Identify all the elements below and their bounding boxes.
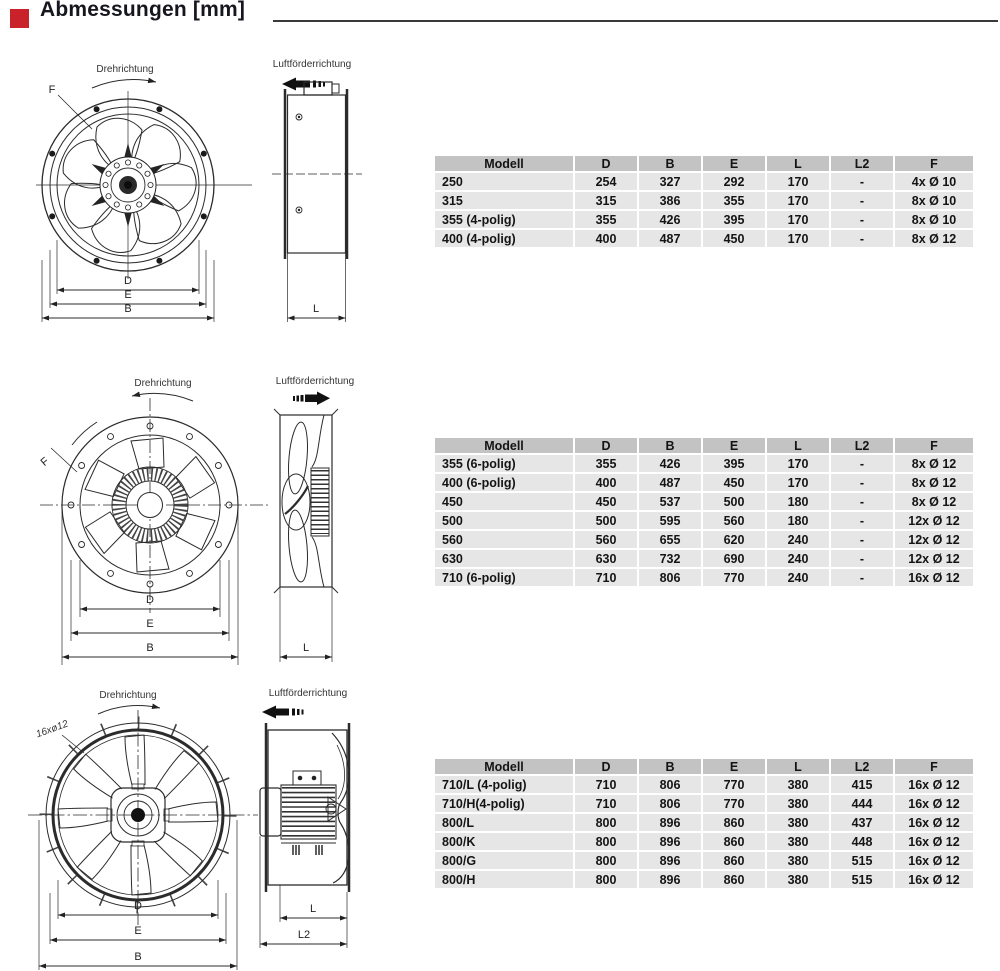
model-cell: 560 [435,531,573,548]
value-cell: 240 [767,550,829,567]
column-header: Modell [435,156,573,171]
value-cell: 16x Ø 12 [895,852,973,869]
table-row [435,814,973,831]
value-cell: 16x Ø 12 [895,795,973,812]
model-cell: 250 [435,173,573,190]
value-cell: 380 [767,776,829,793]
svg-text:D: D [124,275,132,287]
model-cell: 710/L (4-polig) [435,776,573,793]
rotation-label: Drehrichtung [96,64,154,75]
fan-drawing-motor-mounted [10,685,410,971]
value-cell: 487 [639,230,701,247]
value-cell: 860 [703,852,765,869]
column-header: E [703,759,765,774]
page-title: Abmessungen [mm] [40,0,246,21]
value-cell: 16x Ø 12 [895,871,973,888]
value-cell: 500 [575,512,637,529]
value-cell: 327 [639,173,701,190]
value-cell: 170 [767,173,829,190]
value-cell: 630 [575,550,637,567]
value-cell: 690 [703,550,765,567]
airflow-arrow-left [262,706,304,719]
f-leader-line [58,95,92,129]
dimensions-table-3 [433,757,975,890]
column-header: Modell [435,438,573,453]
value-cell: 8x Ø 10 [895,192,973,209]
column-header: L [767,156,829,171]
value-cell: 8x Ø 12 [895,230,973,247]
value-cell: 12x Ø 12 [895,512,973,529]
value-cell: - [831,569,893,586]
table-row [435,795,973,812]
column-header: L2 [831,759,893,774]
value-cell: 437 [831,814,893,831]
value-cell: 806 [639,795,701,812]
value-cell: 860 [703,833,765,850]
model-cell: 315 [435,192,573,209]
value-cell: 386 [639,192,701,209]
column-header: Modell [435,759,573,774]
value-cell: 380 [767,795,829,812]
value-cell: 450 [703,474,765,491]
value-cell: 710 [575,795,637,812]
value-cell: 415 [831,776,893,793]
value-cell: 170 [767,211,829,228]
model-cell: 630 [435,550,573,567]
value-cell: 800 [575,852,637,869]
value-cell: 4x Ø 10 [895,173,973,190]
table-row [435,474,973,491]
value-cell: 537 [639,493,701,510]
airflow-label: Luftförderrichtung [272,59,352,70]
rotation-arrow [132,393,193,401]
table-row [435,833,973,850]
value-cell: - [831,211,893,228]
column-header: F [895,759,973,774]
dimensions-table-2 [433,436,975,588]
airflow-arrow-right [293,392,330,406]
rotation-label: Drehrichtung [99,690,157,701]
svg-text:B: B [124,303,132,315]
value-cell: 560 [575,531,637,548]
value-cell: 12x Ø 12 [895,531,973,548]
value-cell: 896 [639,814,701,831]
column-header: L [767,759,829,774]
value-cell: 355 [575,455,637,472]
value-cell: 770 [703,795,765,812]
column-header: D [575,759,637,774]
value-cell: 515 [831,871,893,888]
svg-text:E: E [124,289,132,301]
column-header: D [575,156,637,171]
table-row [435,173,973,190]
model-cell: 800/G [435,852,573,869]
value-cell: 806 [639,569,701,586]
column-header: L [767,438,829,453]
airflow-label: Luftförderrichtung [275,376,355,387]
value-cell: 896 [639,833,701,850]
value-cell: 450 [703,230,765,247]
svg-text:L: L [309,903,317,915]
motor-end-cap [260,788,281,836]
value-cell: 426 [639,455,701,472]
dim-f-label: F [38,455,52,469]
table-row [435,211,973,228]
column-header: E [703,438,765,453]
rotation-arrow [92,80,156,88]
value-cell: 170 [767,455,829,472]
value-cell: - [831,230,893,247]
table-row [435,455,973,472]
value-cell: - [831,493,893,510]
table-row [435,493,973,510]
value-cell: 395 [703,211,765,228]
side-view-casing [274,409,338,662]
value-cell: 426 [639,211,701,228]
rotation-arrow [98,706,160,714]
value-cell: 800 [575,833,637,850]
value-cell: 800 [575,814,637,831]
model-cell: 355 (6-polig) [435,455,573,472]
value-cell: 180 [767,512,829,529]
value-cell: 240 [767,569,829,586]
svg-text:L: L [302,642,310,654]
value-cell: 16x Ø 12 [895,569,973,586]
value-cell: 8x Ø 12 [895,493,973,510]
rotation-label: Drehrichtung [134,378,192,389]
table-row [435,512,973,529]
value-cell: 595 [639,512,701,529]
fan-drawing-paddle-blade [15,370,410,665]
table-row [435,550,973,567]
value-cell: 8x Ø 12 [895,474,973,491]
dim-f-label: F [48,84,56,96]
terminal-box [293,771,321,785]
column-header: L2 [831,438,893,453]
value-cell: 12x Ø 12 [895,550,973,567]
svg-text:D: D [134,900,142,912]
svg-text:E: E [146,618,154,630]
table-row [435,531,973,548]
value-cell: 240 [767,531,829,548]
value-cell: 16x Ø 12 [895,814,973,831]
table-row [435,192,973,209]
table-row [435,871,973,888]
value-cell: 500 [703,493,765,510]
model-cell: 400 (6-polig) [435,474,573,491]
side-view-casing [260,723,349,948]
value-cell: 710 [575,569,637,586]
motor-feet [293,845,322,855]
header-row [435,156,973,171]
airflow-label: Luftförderrichtung [268,688,348,699]
column-header: B [639,438,701,453]
value-cell: 16x Ø 12 [895,776,973,793]
value-cell: 620 [703,531,765,548]
column-header: L2 [831,156,893,171]
value-cell: - [831,474,893,491]
svg-text:E: E [134,925,142,937]
header-row [435,438,973,453]
value-cell: 448 [831,833,893,850]
value-cell: 8x Ø 12 [895,455,973,472]
value-cell: 806 [639,776,701,793]
dimensions-table-1 [433,154,975,249]
value-cell: 770 [703,776,765,793]
value-cell: - [831,512,893,529]
table-row [435,230,973,247]
value-cell: - [831,550,893,567]
table-row [435,776,973,793]
value-cell: 800 [575,871,637,888]
value-cell: 896 [639,871,701,888]
blade-profile [285,486,308,514]
model-cell: 710 (6-polig) [435,569,573,586]
model-cell: 400 (4-polig) [435,230,573,247]
fan-drawing-sickle-blade [20,55,390,355]
model-cell: 500 [435,512,573,529]
value-cell: - [831,455,893,472]
value-cell: 180 [767,493,829,510]
svg-text:L: L [312,303,320,315]
value-cell: 292 [703,173,765,190]
value-cell: 380 [767,871,829,888]
column-header: B [639,759,701,774]
value-cell: 515 [831,852,893,869]
value-cell: - [831,173,893,190]
hub-cone [328,797,346,821]
header-row [435,759,973,774]
value-cell: 560 [703,512,765,529]
value-cell: 400 [575,474,637,491]
table-row [435,852,973,869]
svg-text:B: B [134,951,142,963]
value-cell: 860 [703,871,765,888]
model-cell: 800/L [435,814,573,831]
value-cell: 380 [767,833,829,850]
value-cell: 170 [767,230,829,247]
f-leader-line [51,448,77,472]
column-header: E [703,156,765,171]
model-cell: 710/H(4-polig) [435,795,573,812]
value-cell: 444 [831,795,893,812]
table-row [435,569,973,586]
value-cell: 170 [767,474,829,491]
column-header: F [895,438,973,453]
value-cell: 355 [575,211,637,228]
value-cell: 770 [703,569,765,586]
model-cell: 800/H [435,871,573,888]
value-cell: 254 [575,173,637,190]
value-cell: - [831,192,893,209]
title-rule [273,20,998,22]
value-cell: 16x Ø 12 [895,833,973,850]
value-cell: 170 [767,192,829,209]
value-cell: 355 [703,192,765,209]
model-cell: 800/K [435,833,573,850]
value-cell: 400 [575,230,637,247]
value-cell: 450 [575,493,637,510]
value-cell: 732 [639,550,701,567]
value-cell: 655 [639,531,701,548]
svg-text:L2: L2 [297,929,311,941]
value-cell: 487 [639,474,701,491]
value-cell: 395 [703,455,765,472]
value-cell: 380 [767,814,829,831]
value-cell: 380 [767,852,829,869]
svg-text:B: B [146,642,154,654]
value-cell: 8x Ø 10 [895,211,973,228]
svg-text:D: D [146,594,154,606]
bolt-note-label: 16xø12 [34,718,70,741]
value-cell: - [831,531,893,548]
red-bullet-square [10,9,29,28]
model-cell: 450 [435,493,573,510]
side-view-casing [272,82,362,322]
column-header: D [575,438,637,453]
column-header: B [639,156,701,171]
model-cell: 355 (4-polig) [435,211,573,228]
value-cell: 860 [703,814,765,831]
column-header: F [895,156,973,171]
value-cell: 710 [575,776,637,793]
value-cell: 896 [639,852,701,869]
value-cell: 315 [575,192,637,209]
